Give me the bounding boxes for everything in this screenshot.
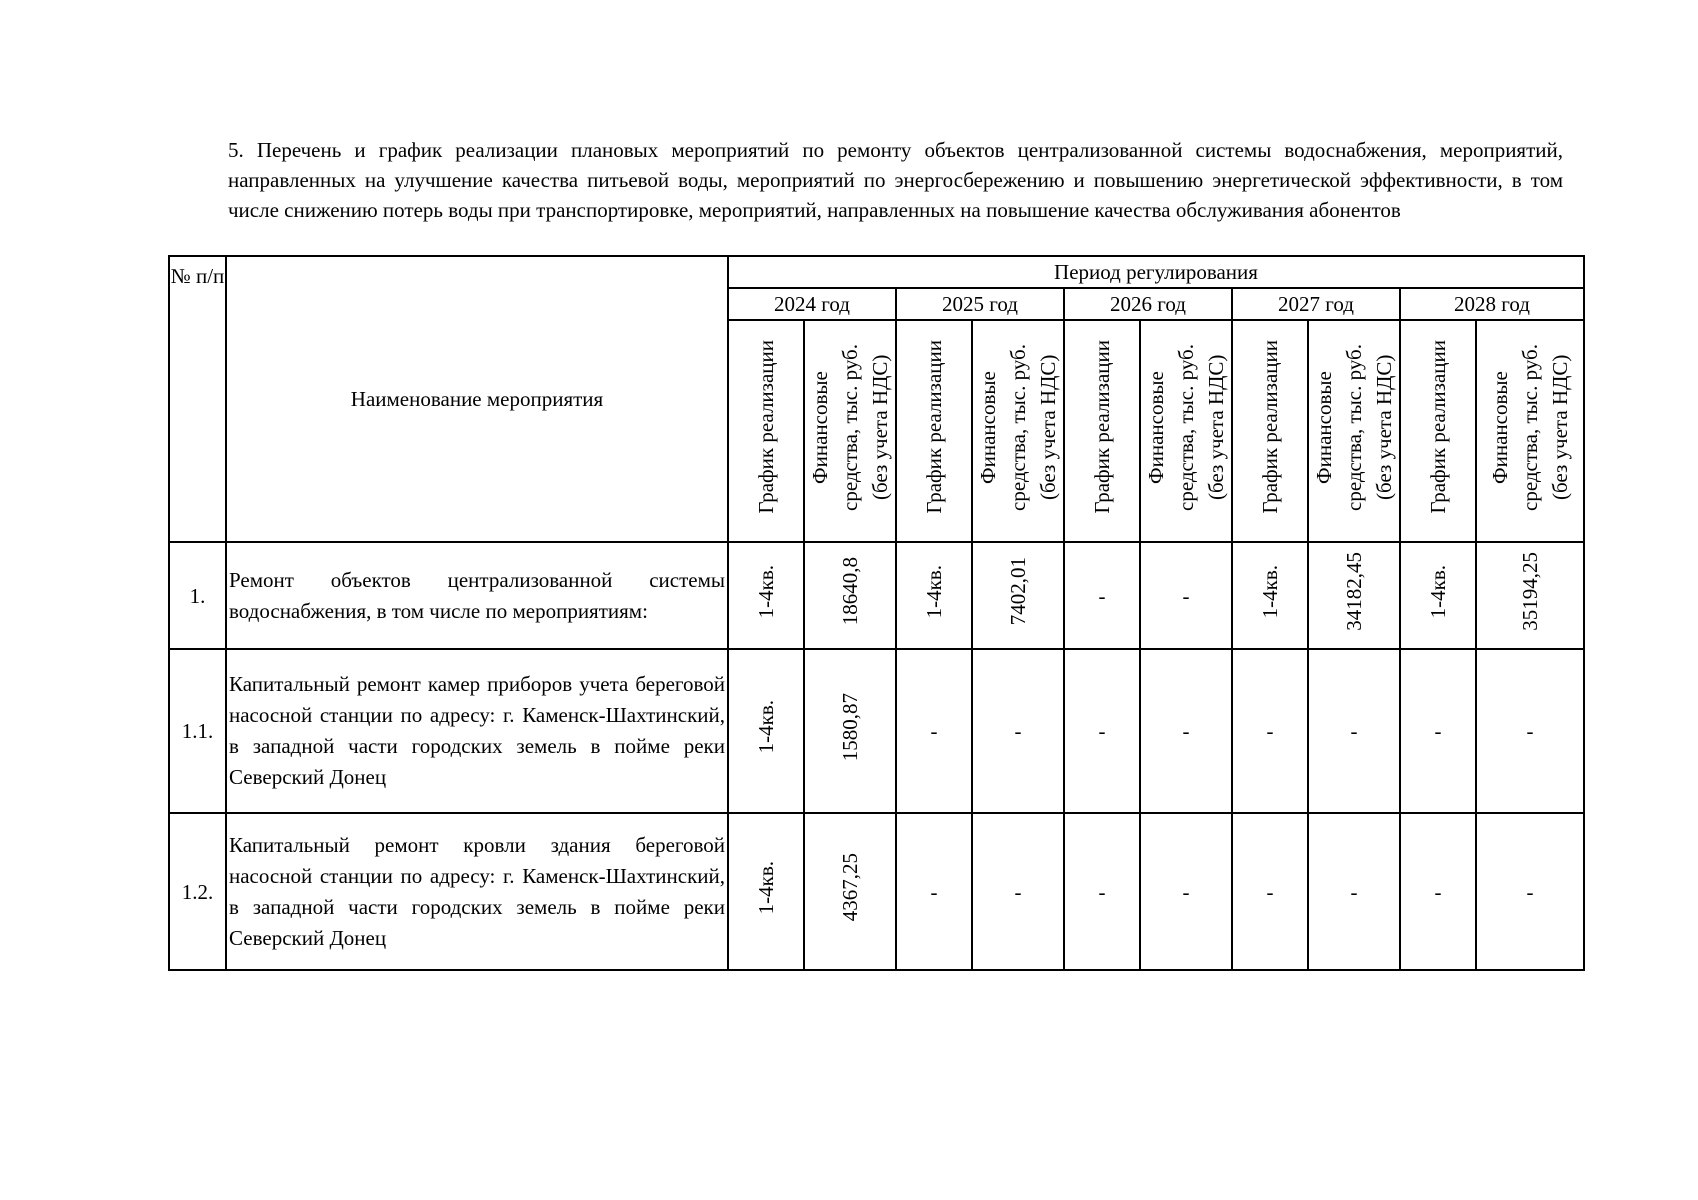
row-value: -	[1476, 649, 1584, 813]
header-name	[226, 256, 728, 542]
row-value: 1-4кв.	[1232, 542, 1308, 649]
subheader-schedule-label: График реализации	[1090, 340, 1114, 514]
row-value: -	[1308, 813, 1400, 970]
row-number: 1.1.	[169, 649, 226, 813]
subheader-finance	[1140, 320, 1232, 542]
year-label: 2026 год	[1110, 292, 1186, 316]
subheader-schedule-label: График реализации	[754, 340, 778, 514]
year-label: 2025 год	[942, 292, 1018, 316]
table-row	[169, 542, 1584, 649]
row-value: -	[1140, 649, 1232, 813]
subheader-schedule	[1400, 320, 1476, 542]
row-value: -	[1400, 649, 1476, 813]
row-value: 35194,25	[1476, 542, 1584, 649]
subheader-schedule-label: График реализации	[1258, 340, 1282, 514]
row-value: -	[972, 649, 1064, 813]
row-value: 1-4кв.	[728, 813, 804, 970]
row-value: 34182,45	[1308, 542, 1400, 649]
section-heading: 5. Перечень и график реализации плановых мероприятий по ремонту объектов централизованной системы водоснабжения, мероприятий, направленных на улучшение качества питьевой воды, мероприятий по энергосбережению и повышению энергетической эффективности, в том числе снижению потерь воды при транспортировке, мероприятий, направленных на повышение качества обслуживания абонентов	[228, 138, 1563, 222]
year-label: 2027 год	[1278, 292, 1354, 316]
subheader-schedule	[896, 320, 972, 542]
subheader-schedule-label: График реализации	[1426, 340, 1450, 514]
subheader-finance-label: Финансовые средства, тыс. руб. (без учета НДС)	[1144, 343, 1228, 511]
year-label: 2024 год	[774, 292, 850, 316]
subheader-finance-label: Финансовые средства, тыс. руб. (без учета НДС)	[808, 343, 892, 511]
header-year	[896, 288, 1064, 320]
header-num-label: № п/п	[170, 264, 225, 288]
subheader-finance	[804, 320, 896, 542]
row-value: 18640,8	[804, 542, 896, 649]
row-number: 1.	[169, 542, 226, 649]
row-number: 1.2.	[169, 813, 226, 970]
table-row	[169, 813, 1584, 970]
header-period-label: Период регулирования	[1054, 260, 1258, 284]
header-num	[169, 256, 226, 542]
subheader-finance	[972, 320, 1064, 542]
header-period	[728, 256, 1584, 288]
subheader-schedule	[1232, 320, 1308, 542]
subheader-schedule-label: График реализации	[922, 340, 946, 514]
row-value: -	[972, 813, 1064, 970]
subheader-finance	[1308, 320, 1400, 542]
row-value: -	[1140, 813, 1232, 970]
row-value: -	[896, 649, 972, 813]
table-row	[169, 649, 1584, 813]
subheader-finance-label: Финансовые средства, тыс. руб. (без учета НДС)	[1488, 343, 1572, 511]
row-value: -	[896, 813, 972, 970]
row-value: -	[1064, 542, 1140, 649]
row-value: -	[1140, 542, 1232, 649]
header-year	[1400, 288, 1584, 320]
year-label: 2028 год	[1454, 292, 1530, 316]
row-value: 1-4кв.	[728, 649, 804, 813]
row-value: -	[1400, 813, 1476, 970]
row-name: Капитальный ремонт кровли здания береговой насосной станции по адресу: г. Каменск-Шахтинский, в западной части городских земель в пойме реки Северский Донец	[226, 813, 728, 970]
header-year	[1064, 288, 1232, 320]
header-year	[728, 288, 896, 320]
subheader-finance	[1476, 320, 1584, 542]
row-value: -	[1064, 649, 1140, 813]
plan-table	[168, 255, 1585, 971]
subheader-finance-label: Финансовые средства, тыс. руб. (без учета НДС)	[976, 343, 1060, 511]
row-value: 1-4кв.	[728, 542, 804, 649]
row-value: -	[1232, 813, 1308, 970]
row-value: -	[1308, 649, 1400, 813]
subheader-finance-label: Финансовые средства, тыс. руб. (без учета НДС)	[1312, 343, 1396, 511]
subheader-schedule	[1064, 320, 1140, 542]
row-value: 4367,25	[804, 813, 896, 970]
subheader-schedule	[728, 320, 804, 542]
row-value: 1-4кв.	[896, 542, 972, 649]
row-value: 7402,01	[972, 542, 1064, 649]
row-value: 1-4кв.	[1400, 542, 1476, 649]
header-year	[1232, 288, 1400, 320]
row-value: -	[1232, 649, 1308, 813]
row-value: -	[1476, 813, 1584, 970]
row-name: Ремонт объектов централизованной системы водоснабжения, в том числе по мероприятиям:	[226, 542, 728, 649]
row-value: -	[1064, 813, 1140, 970]
header-name-label: Наименование мероприятия	[350, 387, 604, 411]
row-value: 1580,87	[804, 649, 896, 813]
row-name: Капитальный ремонт камер приборов учета береговой насосной станции по адресу: г. Каменск-Шахтинский, в западной части городских земель в пойме реки Северский Донец	[226, 649, 728, 813]
